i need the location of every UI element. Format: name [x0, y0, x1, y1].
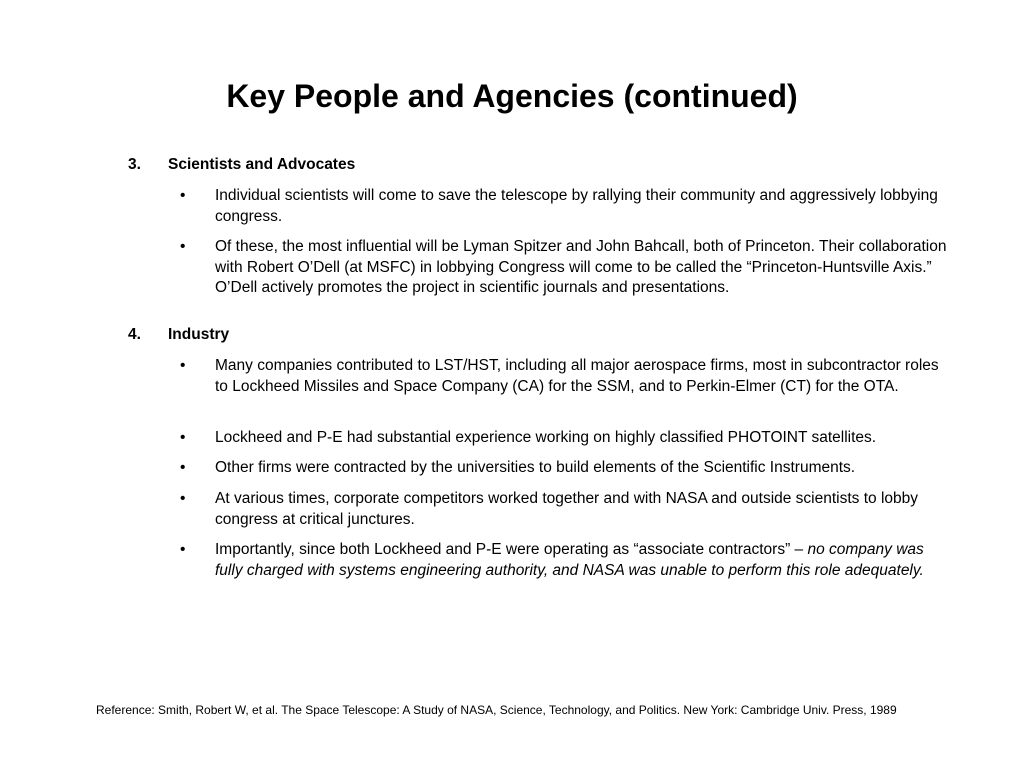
list-item [180, 489, 950, 530]
section-number: 4. [128, 326, 141, 343]
bullet-text-emphasis: no company was fully charged with systems engineering authority, and NASA was unable to perform this role adequately. [215, 541, 924, 579]
bullet-text: Lockheed and P-E had substantial experience working on highly classified PHOTOINT satellites. [215, 429, 877, 446]
section-heading-scientists [128, 155, 355, 175]
bullet-text-plain: Importantly, since both Lockheed and P-E were operating as “associate contractors” – [215, 541, 808, 558]
bullet-text: Individual scientists will come to save the telescope by rallying their community and aggressively lobbying congress. [215, 187, 938, 225]
list-item [180, 428, 950, 449]
bullet-text [215, 540, 950, 581]
bullet-icon: • [180, 459, 186, 476]
bullet-icon: • [180, 541, 186, 558]
bullet-icon: • [180, 187, 186, 204]
bullet-icon: • [180, 238, 186, 255]
section-heading-label: Scientists and Advocates [168, 156, 356, 173]
bullet-text: Many companies contributed to LST/HST, including all major aerospace firms, most in subcontractor roles to Lockheed Missiles and Space Company (CA) for the SSM, and to Perkin-Elmer (CT) for the OTA. [215, 357, 939, 395]
slide-title: Key People and Agencies (continued) [226, 78, 798, 114]
reference-footnote: Reference: Smith, Robert W, et al. The Space Telescope: A Study of NASA, Science, Technology, and Politics. New York: Cambridge Univ. Press, 1989 [96, 703, 897, 717]
section-heading-industry [128, 325, 229, 345]
bullet-icon: • [180, 357, 186, 374]
section-number: 3. [128, 156, 141, 173]
list-item [180, 458, 950, 479]
bullet-text: Of these, the most influential will be Lyman Spitzer and John Bahcall, both of Princeton. Their collaboration with Robert O’Dell (at MSFC) in lobbying Congress will come to be called the “Princeton-Huntsville Axis.” O’Dell actively promotes the project in scientific journals and presentations. [215, 238, 947, 296]
bullet-icon: • [180, 429, 186, 446]
list-item [180, 237, 950, 299]
bullet-text: Other firms were contracted by the universities to build elements of the Scientific Instruments. [215, 459, 856, 476]
list-item [180, 540, 950, 581]
bullet-text: At various times, corporate competitors worked together and with NASA and outside scientists to lobby congress at critical junctures. [215, 490, 919, 528]
bullet-icon: • [180, 490, 186, 507]
list-item [180, 356, 950, 397]
section-heading-label: Industry [168, 326, 230, 343]
list-item [180, 186, 950, 227]
